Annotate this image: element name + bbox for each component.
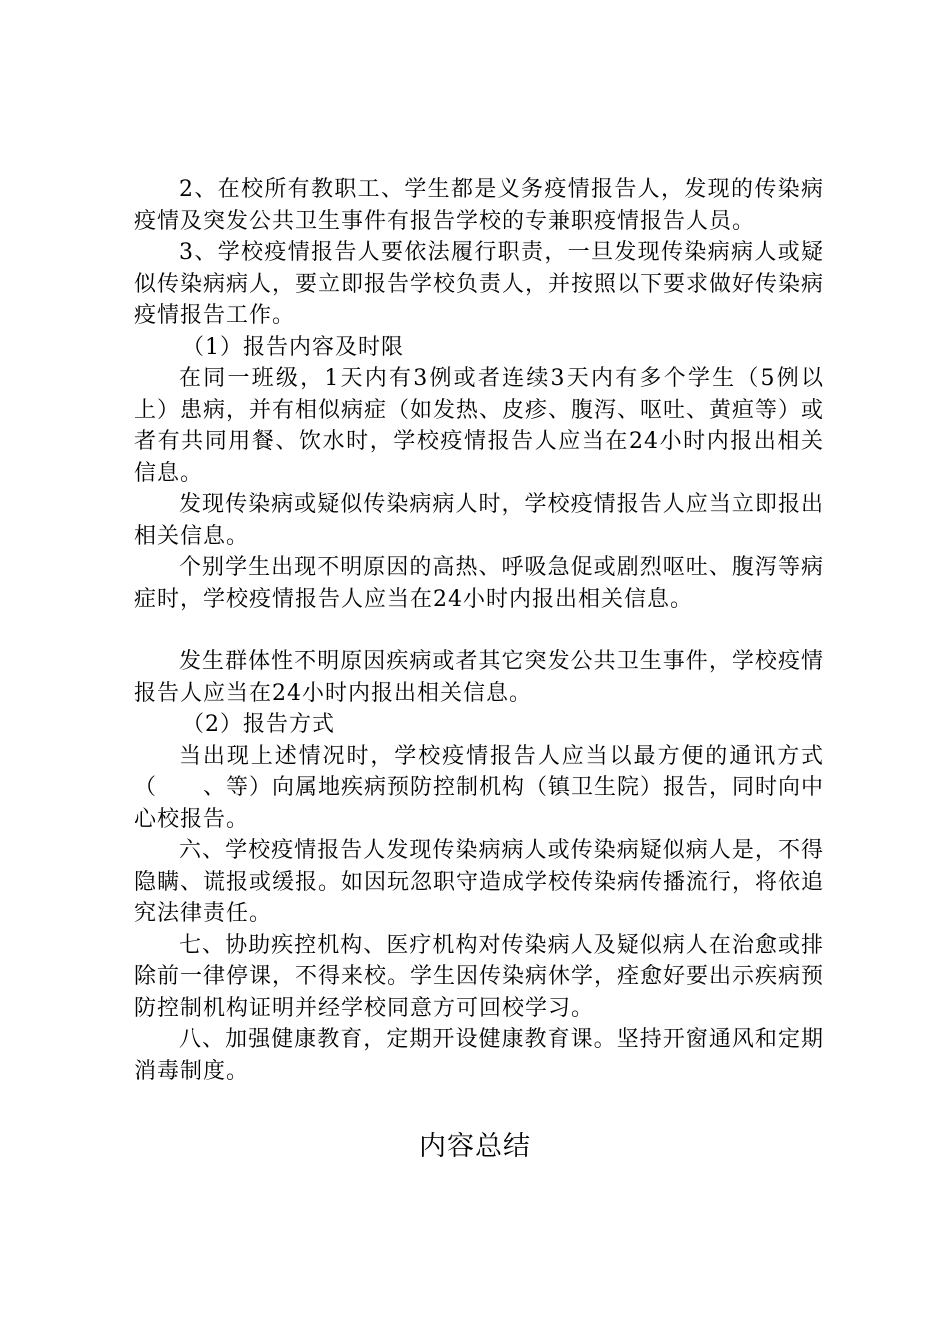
- paragraph-suspected-cases: 发现传染病或疑似传染病病人时，学校疫情报告人应当立即报出相关信息。: [134, 492, 824, 549]
- paragraph-group-events: 发生群体性不明原因疾病或者其它突发公共卫生事件，学校疫情报告人应当在24小时内报出相关信息。: [134, 649, 824, 706]
- subheading-report-content: （1）报告内容及时限: [182, 334, 404, 360]
- paragraph-individual-symptoms: 个别学生出现不明原因的高热、呼吸急促或剧烈呕吐、腹泻等病症时，学校疫情报告人应当在24小时内报出相关信息。: [134, 555, 824, 612]
- paragraph-section-six: 六、学校疫情报告人发现传染病病人或传染病疑似病人是，不得隐瞒、谎报或缓报。如因玩忽职守造成学校传染病传播流行，将依追究法律责任。: [134, 838, 825, 926]
- subheading-report-method: （2）报告方式: [182, 712, 335, 737]
- paragraph-report-method: 当出现上述情况时，学校疫情报告人应当以最方便的通讯方式（ 、等）向属地疾病预防控制机构（镇卫生院）报告，同时向中心校报告。: [134, 743, 825, 832]
- paragraph-section-eight: 八、加强健康教育，定期开设健康教育课。坚持开窗通风和定期消毒制度。: [134, 1027, 824, 1084]
- summary-title: 内容总结: [419, 1131, 531, 1162]
- paragraph-reporter-definition: 2、在校所有教职工、学生都是义务疫情报告人，发现的传染病疫情及突发公共卫生事件有报告学校的专兼职疫情报告人员。: [134, 177, 824, 234]
- paragraph-class-cases: 在同一班级，1天内有3例或者连续3天内有多个学生（5例以上）患病，并有相似病症（如发热、皮疹、腹泻、呕吐、黄疸等）或者有共同用餐、饮水时，学校疫情报告人应当在24小时内报出相关信息。: [134, 366, 825, 486]
- paragraph-section-seven: 七、协助疾控机构、医疗机构对传染病人及疑似病人在治愈或排除前一律停课，不得来校。学生因传染病休学，痊愈好要出示疾病预防控制机构证明并经学校同意方可回校学习。: [134, 932, 825, 1021]
- paragraph-reporter-duties: 3、学校疫情报告人要依法履行职责，一旦发现传染病病人或疑似传染病病人，要立即报告学校负责人，并按照以下要求做好传染病疫情报告工作。: [134, 240, 825, 328]
- document-body: [134, 174, 824, 1087]
